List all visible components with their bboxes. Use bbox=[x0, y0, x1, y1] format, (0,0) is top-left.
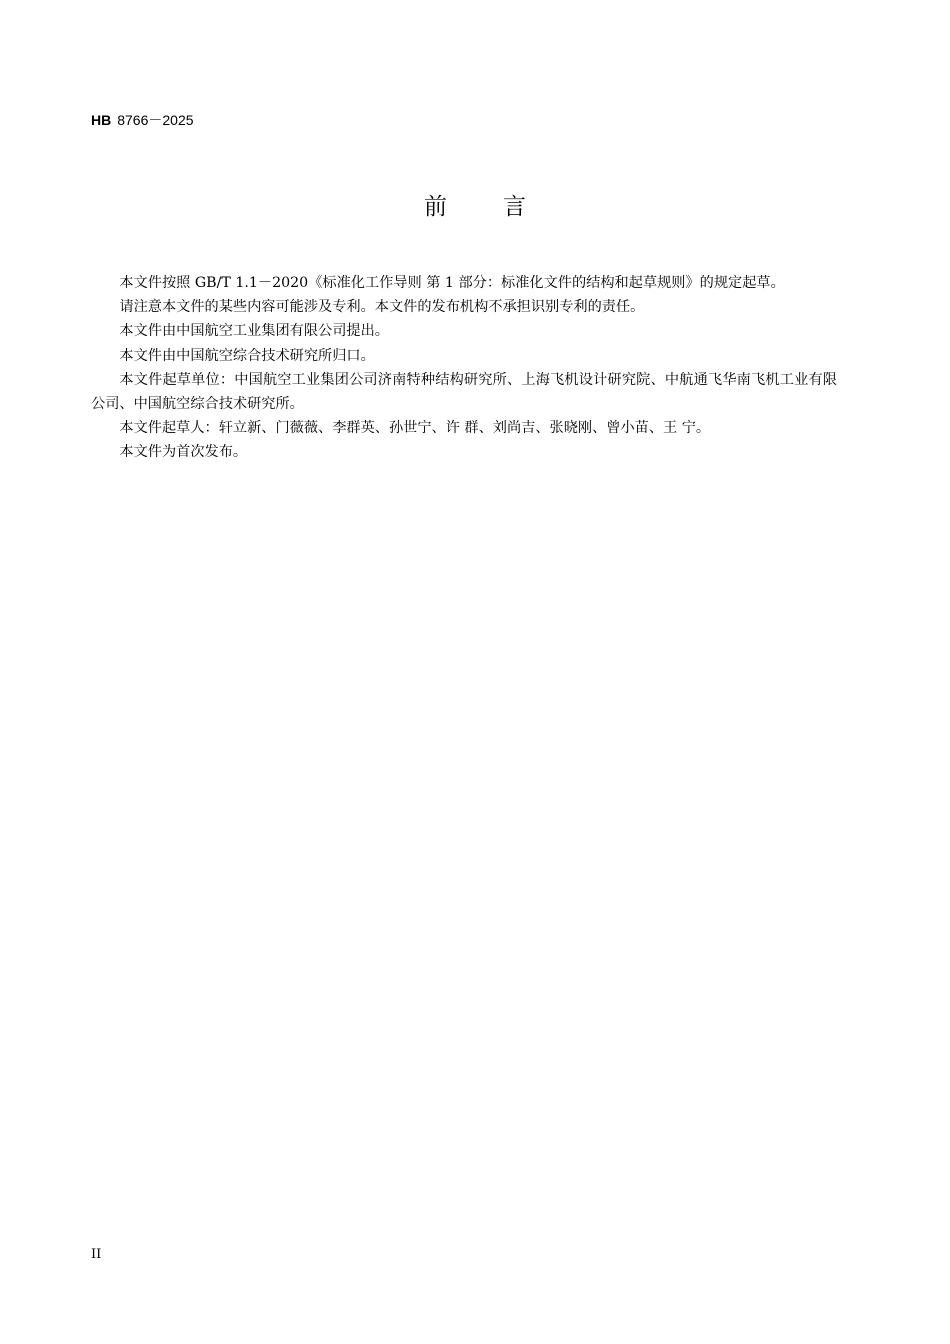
paragraph-centralized-unit: 本文件由中国航空综合技术研究所归口。 bbox=[119, 347, 375, 364]
paragraph-drafters: 本文件起草人：轩立新、门薇薇、李群英、孙世宁、许 群、刘尚吉、张晓刚、曾小苗、王 宁。 bbox=[119, 420, 711, 437]
paragraph-drafting-units: 本文件起草单位：中国航空工业集团公司济南特种结构研究所、上海飞机设计研究院、中航通飞华南飞机工业有限公司、中国航空综合技术研究所。 bbox=[91, 371, 837, 413]
page-title: 前言 bbox=[424, 194, 582, 220]
standard-prefix: HB bbox=[91, 112, 112, 128]
document-header bbox=[91, 110, 194, 131]
paragraph-first-release: 本文件为首次发布。 bbox=[119, 444, 248, 461]
page-number: II bbox=[91, 1247, 102, 1262]
paragraph-patent-notice: 请注意本文件的某些内容可能涉及专利。本文件的发布机构不承担识别专利的责任。 bbox=[119, 299, 645, 316]
standard-number: 8766－2025 bbox=[117, 112, 194, 128]
paragraph-proposer: 本文件由中国航空工业集团有限公司提出。 bbox=[119, 323, 389, 340]
foreword-body bbox=[91, 271, 837, 465]
paragraph-drafting-rules: 本文件按照 GB/T 1.1－2020《标准化工作导则 第 1 部分：标准化文件的结构和起草规则》的规定起草。 bbox=[119, 275, 785, 291]
